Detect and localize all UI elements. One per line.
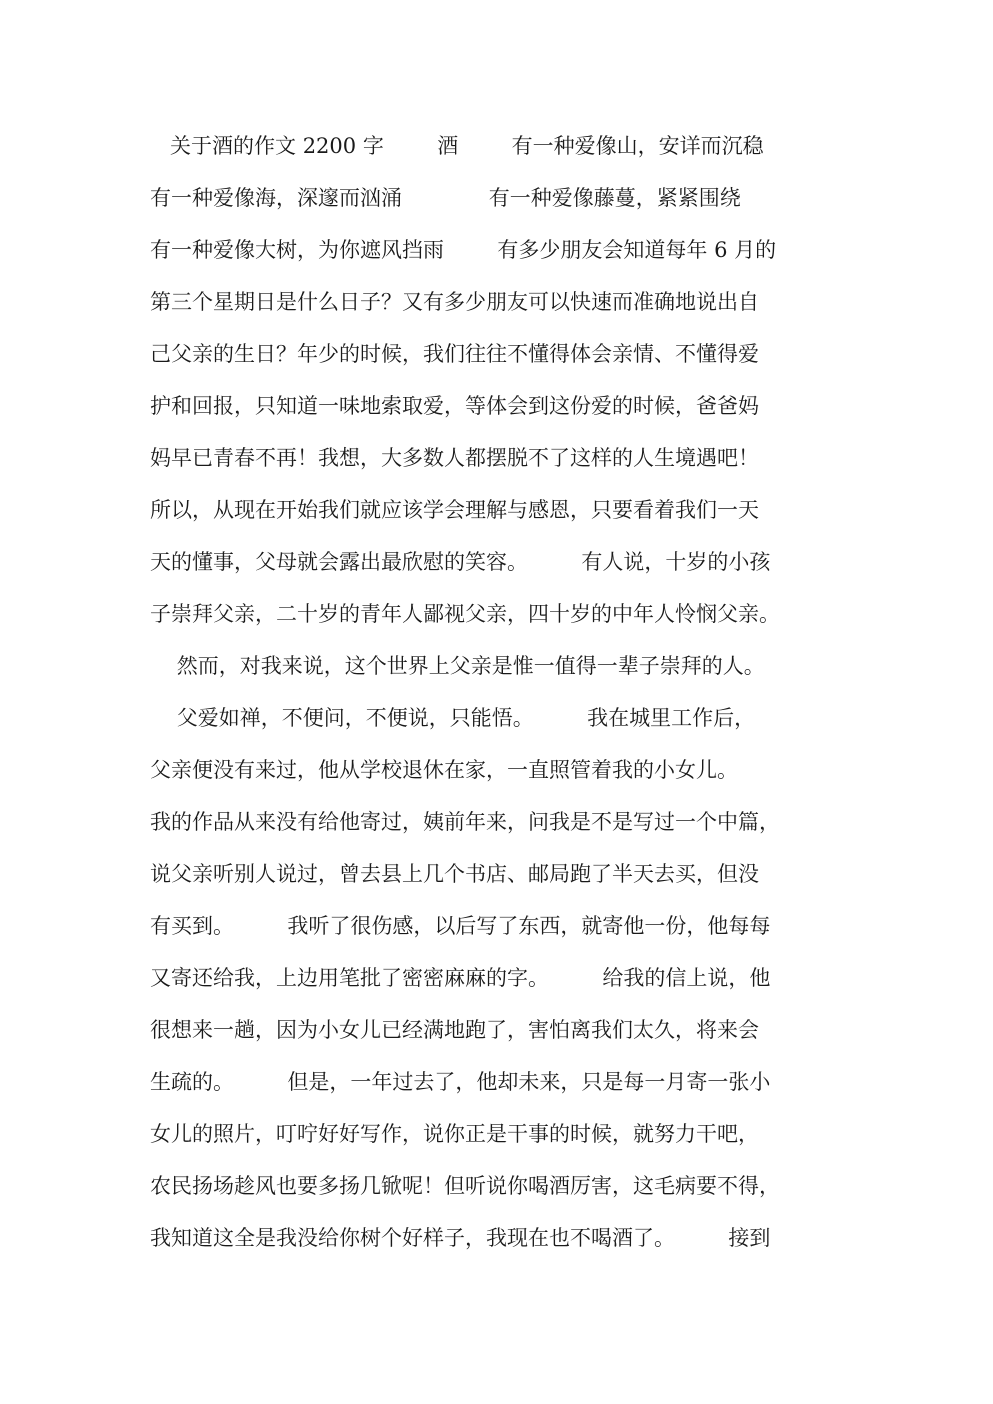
text-line: 第三个星期日是什么日子？又有多少朋友可以快速而准确地说出自 bbox=[150, 290, 759, 314]
text-line: 关于酒的作文 2200 字 酒 有一种爱像山，安详而沉稳 bbox=[150, 134, 764, 158]
text-line: 农民扬场趁风也要多扬几锨呢！但听说你喝酒厉害，这毛病要不得， bbox=[150, 1174, 780, 1198]
text-line: 然而，对我来说，这个世界上父亲是惟一值得一辈子崇拜的人。 bbox=[150, 654, 765, 678]
text-line: 我的作品从来没有给他寄过，姨前年来，问我是不是写过一个中篇， bbox=[150, 810, 780, 834]
text-line: 有一种爱像海，深邃而汹涌 有一种爱像藤蔓，紧紧围绕 bbox=[150, 186, 741, 210]
text-line: 父爱如禅，不便问，不便说，只能悟。 我在城里工作后， bbox=[150, 706, 756, 730]
text-line: 己父亲的生日？年少的时候，我们往往不懂得体会亲情、不懂得爱 bbox=[150, 342, 759, 366]
text-line: 女儿的照片，叮咛好好写作，说你正是干事的时候，就努力干吧， bbox=[150, 1122, 759, 1146]
text-line: 很想来一趟，因为小女儿已经满地跑了，害怕离我们太久，将来会 bbox=[150, 1018, 759, 1042]
text-line: 妈早已青春不再！我想，大多数人都摆脱不了这样的人生境遇吧！ bbox=[150, 446, 759, 470]
text-line: 天的懂事，父母就会露出最欣慰的笑容。 有人说，十岁的小孩 bbox=[150, 550, 771, 574]
text-line: 又寄还给我，上边用笔批了密密麻麻的字。 给我的信上说，他 bbox=[150, 966, 771, 990]
text-line: 有买到。 我听了很伤感，以后写了东西，就寄他一份，他每每 bbox=[150, 914, 771, 938]
text-line: 子崇拜父亲，二十岁的青年人鄙视父亲，四十岁的中年人怜悯父亲。 bbox=[150, 602, 780, 626]
text-line: 生疏的。 但是，一年过去了，他却未来，只是每一月寄一张小 bbox=[150, 1070, 771, 1094]
text-line: 我知道这全是我没给你树个好样子，我现在也不喝酒了。 接到 bbox=[150, 1226, 771, 1250]
text-line: 所以，从现在开始我们就应该学会理解与感恩，只要看着我们一天 bbox=[150, 498, 759, 522]
text-line: 有一种爱像大树，为你遮风挡雨 有多少朋友会知道每年 6 月的 bbox=[150, 238, 777, 262]
text-line: 护和回报，只知道一味地索取爱，等体会到这份爱的时候，爸爸妈 bbox=[150, 394, 759, 418]
essay-body bbox=[150, 120, 860, 1264]
text-line: 说父亲听别人说过，曾去县上几个书店、邮局跑了半天去买，但没 bbox=[150, 862, 759, 886]
text-line: 父亲便没有来过，他从学校退休在家，一直照管着我的小女儿。 bbox=[150, 758, 738, 782]
